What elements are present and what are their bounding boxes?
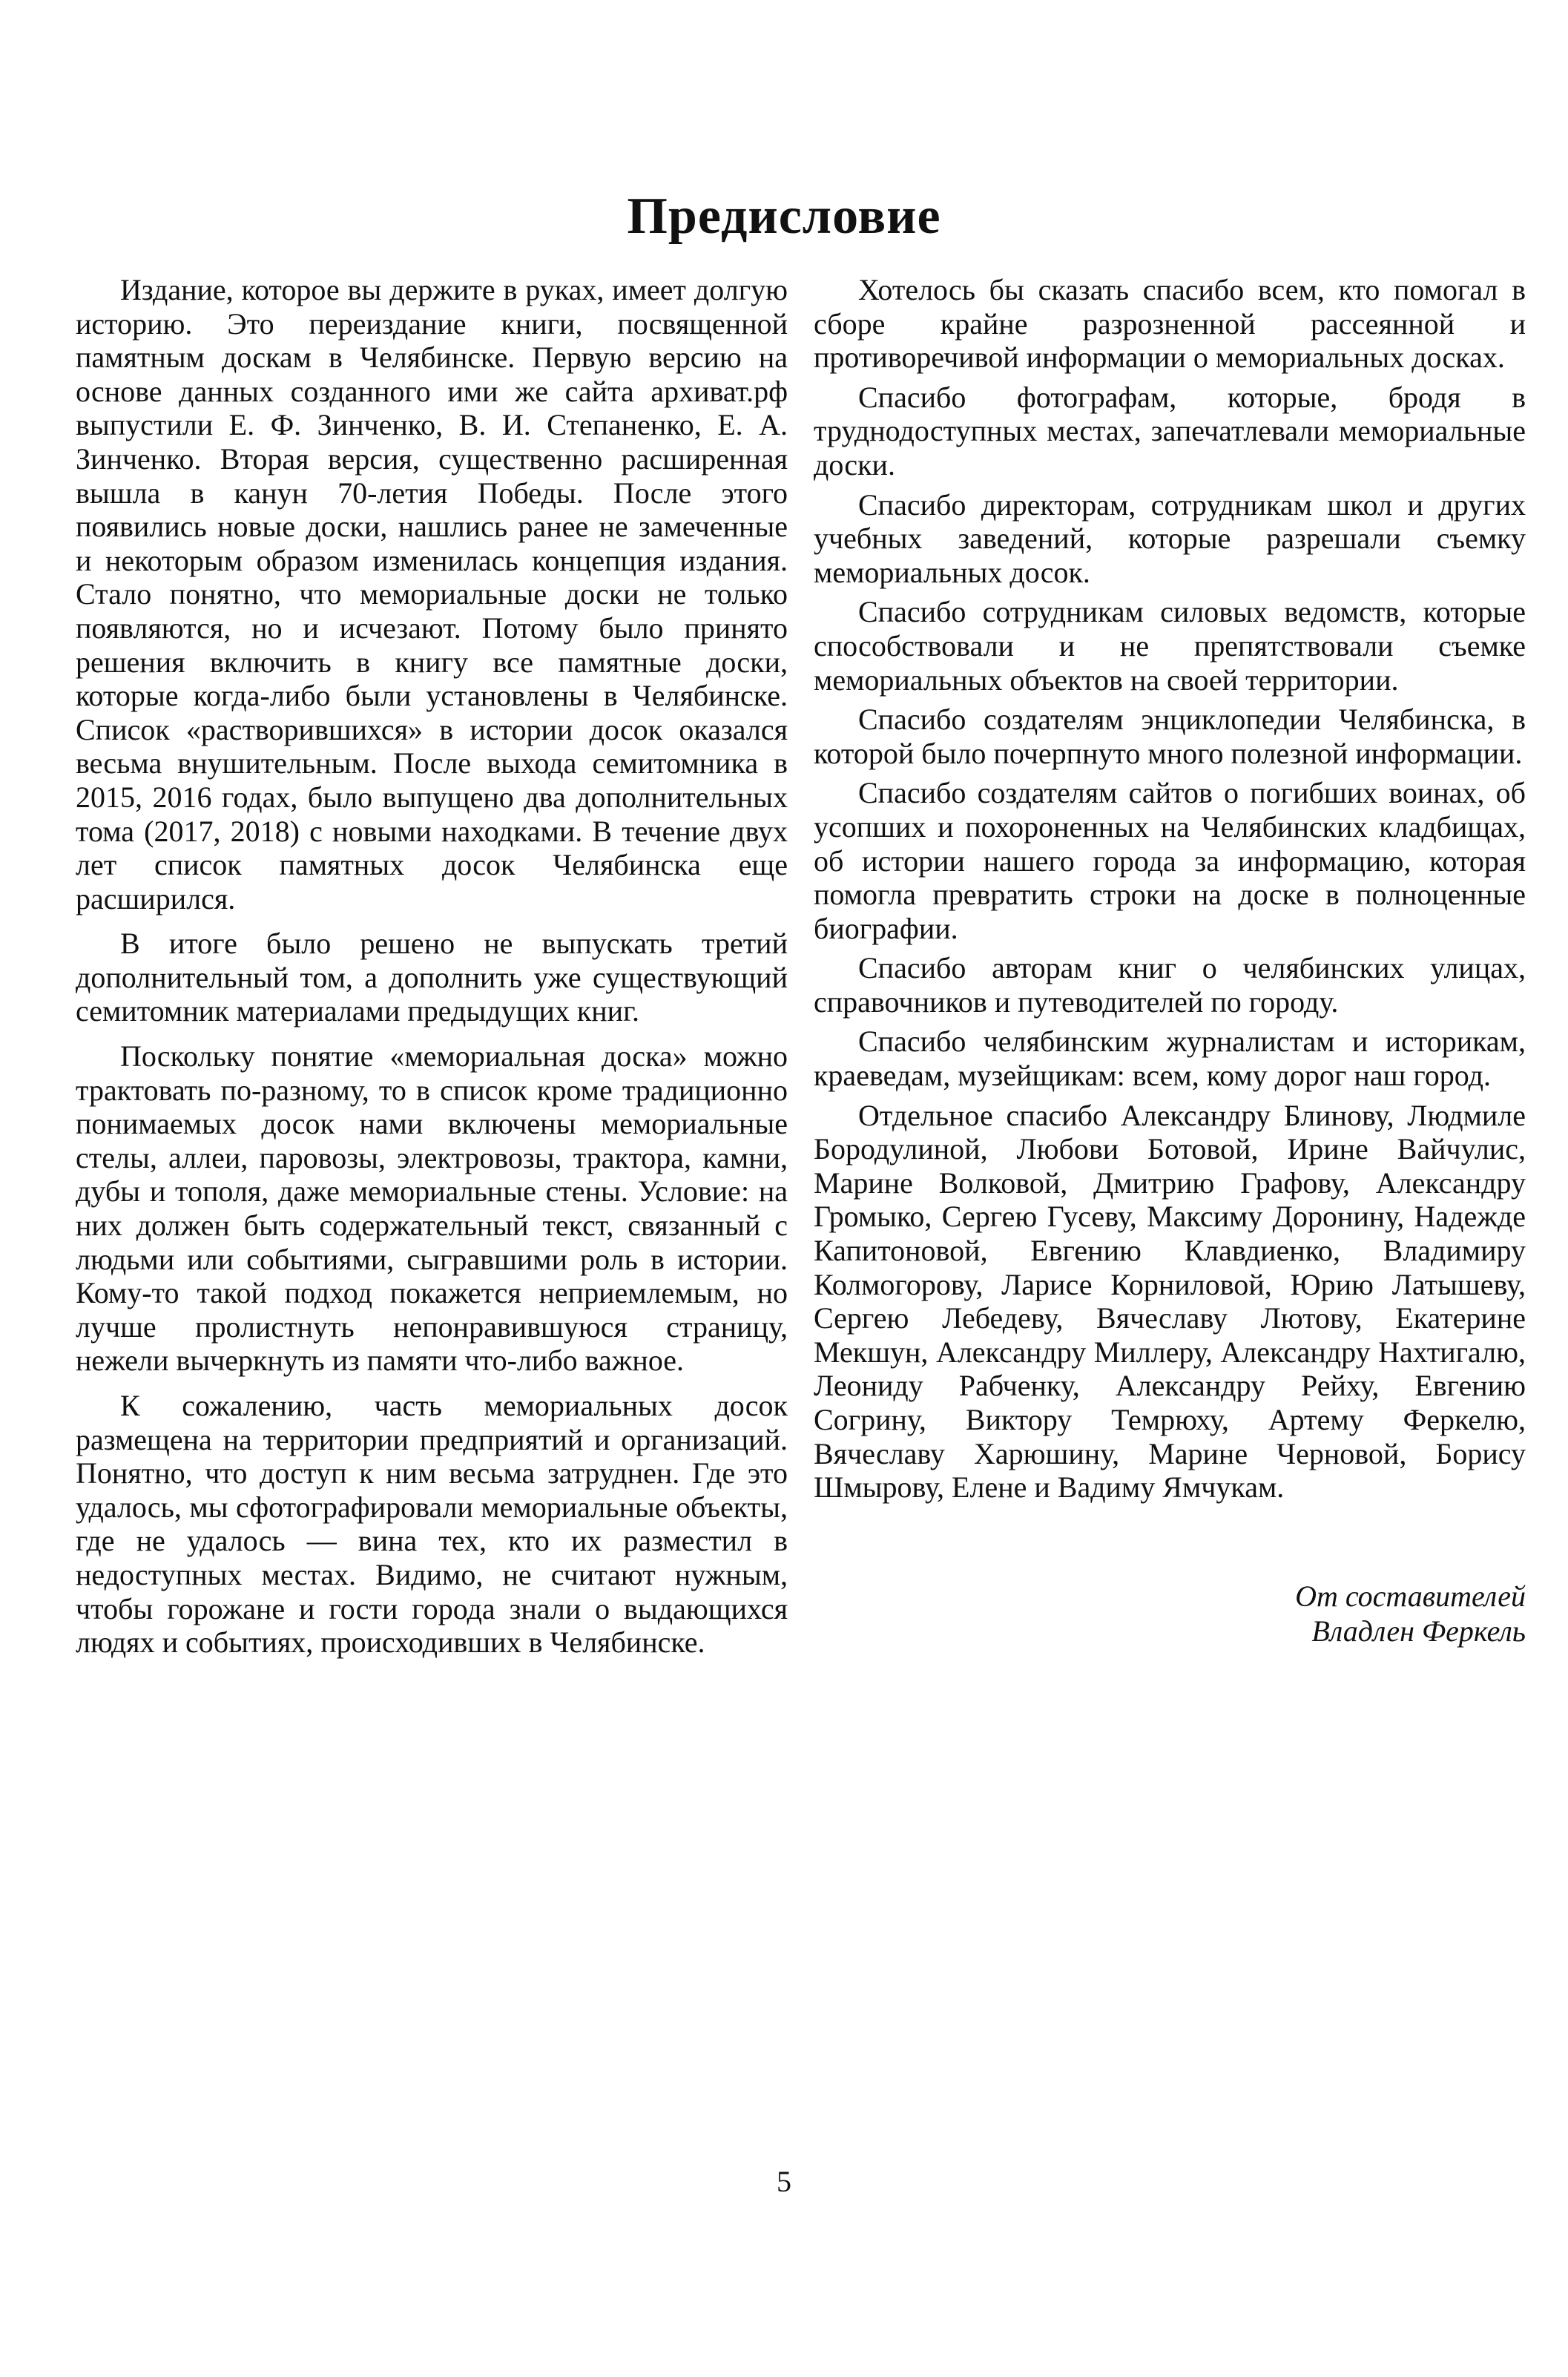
right-column	[814, 273, 1526, 1648]
paragraph: Поскольку понятие «мемориальная доска» можно трактовать по-разному, то в список кроме традиционно понимаемых досок нами включены мемориальные стелы, аллеи, паровозы, электровозы, трактора, камни, дубы и тополя, даже мемориальные стены. Условие: на них должен быть содержательный текст, связанный с людьми или событиями, сыгравшими роль в истории. Кому-то такой подход покажется неприемлемым, но лучше пролистнуть непонравившуюся страницу, нежели вычеркнуть из памяти что-либо важное.	[76, 1039, 788, 1378]
left-column	[76, 273, 788, 1671]
paragraph: Спасибо челябинским журналистам и историкам, краеведам, музейщикам: всем, кому дорог наш город.	[814, 1025, 1526, 1093]
page-title: Предисловие	[627, 188, 941, 245]
paragraph: Спасибо директорам, сотрудникам школ и других учебных заведений, которые разрешали съемку мемориальных досок.	[814, 487, 1526, 589]
page-number: 5	[777, 2165, 791, 2198]
paragraph: Отдельное спасибо Александру Блинову, Людмиле Бородулиной, Любови Ботовой, Ирине Вайчулис, Марине Волковой, Дмитрию Графову, Александру Громыко, Сергею Гусеву, Максиму Доронину, Надежде Капитоновой, Евгению Клавдиенко, Владимиру Колмогорову, Ларисе Корниловой, Юрию Латышеву, Сергею Лебедеву, Вячеславу Лютову, Екатерине Мекшун, Александру Миллеру, Александру Нахтигалю, Леониду Рабченку, Александру Рейху, Евгению Согрину, Виктору Темрюху, Артему Феркелю, Вячеславу Харюшину, Марине Черновой, Борису Шмырову, Елене и Вадиму Ямчукам.	[814, 1098, 1526, 1505]
paragraph: Спасибо создателям сайтов о погибших воинах, об усопших и похороненных на Челябинских кладбищах, об истории нашего города за информацию, которая помогла превратить строки на доске в полноценные биографии.	[814, 776, 1526, 945]
signature-line-authors: От составителей	[1295, 1579, 1526, 1613]
paragraph: Спасибо сотрудникам силовых ведомств, которые способствовали и не препятствовали съемке мемориальных объектов на своей территории.	[814, 595, 1526, 697]
paragraph: Хотелось бы сказать спасибо всем, кто помогал в сборе крайне разрозненной рассеянной и противоречивой информации о мемориальных досках.	[814, 273, 1526, 375]
signature-line-name: Владлен Феркель	[1311, 1614, 1526, 1648]
signature	[814, 1579, 1526, 1648]
paragraph: Спасибо создателям энциклопедии Челябинска, в которой было почерпнуто много полезной информации.	[814, 703, 1526, 770]
paragraph: Издание, которое вы держите в руках, имеет долгую историю. Это переиздание книги, посвященной памятным доскам в Челябинске. Первую версию на основе данных созданного ими же сайта архиват.рф выпустили Е. Ф. Зинченко, В. И. Степаненко, Е. А. Зинченко. Вторая версия, существенно расширенная вышла в канун 70-летия Победы. После этого появились новые доски, нашлись ранее не замеченные и некоторым образом изменилась концепция издания. Стало понятно, что мемориальные доски не только появляются, но и исчезают. Потому было принято решения включить в книгу все памятные доски, которые когда-либо были установлены в Челябинске. Список «растворившихся» в истории досок оказался весьма внушительным. После выхода семитомника в 2015, 2016 годах, было выпущено два дополнительных тома (2017, 2018) с новыми находками. В течение двух лет список памятных досок Челябинска еще расширился.	[76, 273, 788, 915]
paragraph: Спасибо фотографам, которые, бродя в труднодоступных местах, запечатлевали мемориальные доски.	[814, 380, 1526, 481]
paragraph: В итоге было решено не выпускать третий дополнительный том, а дополнить уже существующий семитомник материалами предыдущих книг.	[76, 927, 788, 1028]
paragraph: К сожалению, часть мемориальных досок размещена на территории предприятий и организаций. Понятно, что доступ к ним весьма затруднен. Где это удалось, мы сфотографировали мемориальные объекты, где не удалось — вина тех, кто их разместил в недоступных местах. Видимо, не считают нужным, чтобы горожане и гости города знали о выдающихся людях и событиях, происходивших в Челябинске.	[76, 1389, 788, 1660]
paragraph: Спасибо авторам книг о челябинских улицах, справочников и путеводителей по городу.	[814, 951, 1526, 1019]
